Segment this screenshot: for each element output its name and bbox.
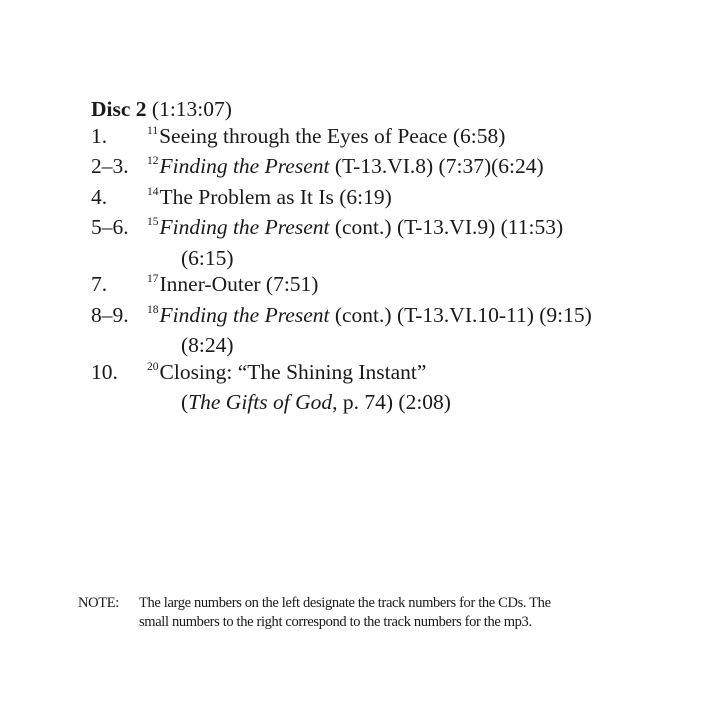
track-title: Finding the Present bbox=[159, 154, 330, 178]
track-number: 4. bbox=[91, 184, 108, 209]
track-details: (6:19) bbox=[333, 184, 392, 209]
note-line: The large numbers on the left designate the track numbers for the CDs. The bbox=[139, 595, 551, 611]
mp3-track-number: 18 bbox=[147, 303, 159, 316]
track-details: (cont.) (T-13.VI.10-11) (9:15) bbox=[329, 302, 592, 327]
track-item bbox=[91, 184, 701, 215]
track-number: 10. bbox=[91, 359, 118, 384]
track-item bbox=[91, 302, 701, 359]
track-continuation: (8:24) bbox=[181, 333, 234, 357]
track-item bbox=[91, 271, 701, 302]
track-title: The Problem as It Is bbox=[159, 184, 334, 209]
track-details: (6:58) bbox=[447, 123, 506, 148]
footnote bbox=[78, 594, 638, 632]
track-item bbox=[91, 214, 701, 271]
note-label: NOTE: bbox=[78, 595, 119, 611]
track-item bbox=[91, 359, 701, 416]
track-title: Inner-Outer bbox=[159, 272, 261, 296]
track-line bbox=[147, 184, 701, 215]
track-line bbox=[147, 359, 701, 390]
mp3-track-number: 12 bbox=[147, 155, 159, 167]
note-text bbox=[139, 594, 638, 632]
track-continuation: (6:15) bbox=[181, 245, 234, 270]
source-title: The Gifts of God bbox=[188, 390, 333, 414]
track-number: 8–9. bbox=[91, 302, 129, 327]
track-continuation bbox=[147, 389, 701, 416]
track-details: (T-13.VI.8) (7:37)(6:24) bbox=[329, 154, 544, 178]
track-number: 2–3. bbox=[91, 154, 129, 178]
track-title: Finding the Present bbox=[159, 302, 330, 327]
track-details: (7:51) bbox=[260, 272, 319, 296]
track-number: 5–6. bbox=[91, 215, 129, 239]
paren-open: ( bbox=[181, 390, 189, 414]
track-line bbox=[147, 214, 701, 245]
track-title: Seeing through the Eyes of Peace bbox=[159, 123, 448, 148]
disc-label: Disc 2 bbox=[91, 97, 147, 121]
track-line bbox=[147, 123, 701, 154]
disc-track-list bbox=[91, 96, 701, 416]
track-number: 7. bbox=[91, 272, 108, 296]
track-number: 1. bbox=[91, 123, 108, 148]
track-title: Closing: “The Shining Instant” bbox=[159, 359, 427, 384]
mp3-track-number: 14 bbox=[147, 185, 159, 198]
track-line bbox=[147, 153, 701, 184]
source-details: , p. 74) (2:08) bbox=[332, 390, 451, 414]
disc-duration: (1:13:07) bbox=[151, 97, 232, 121]
track-line bbox=[147, 302, 701, 333]
track-item bbox=[91, 123, 701, 154]
track-details: (cont.) (T-13.VI.9) (11:53) bbox=[329, 215, 564, 239]
track-item bbox=[91, 153, 701, 184]
mp3-track-number: 17 bbox=[147, 273, 159, 285]
mp3-track-number: 11 bbox=[147, 124, 159, 137]
disc-heading bbox=[91, 96, 701, 123]
note-line: small numbers to the right correspond to the track numbers for the mp3. bbox=[139, 614, 532, 630]
mp3-track-number: 20 bbox=[147, 360, 159, 373]
track-line bbox=[147, 271, 701, 302]
track-title: Finding the Present bbox=[159, 215, 330, 239]
mp3-track-number: 15 bbox=[147, 216, 159, 228]
